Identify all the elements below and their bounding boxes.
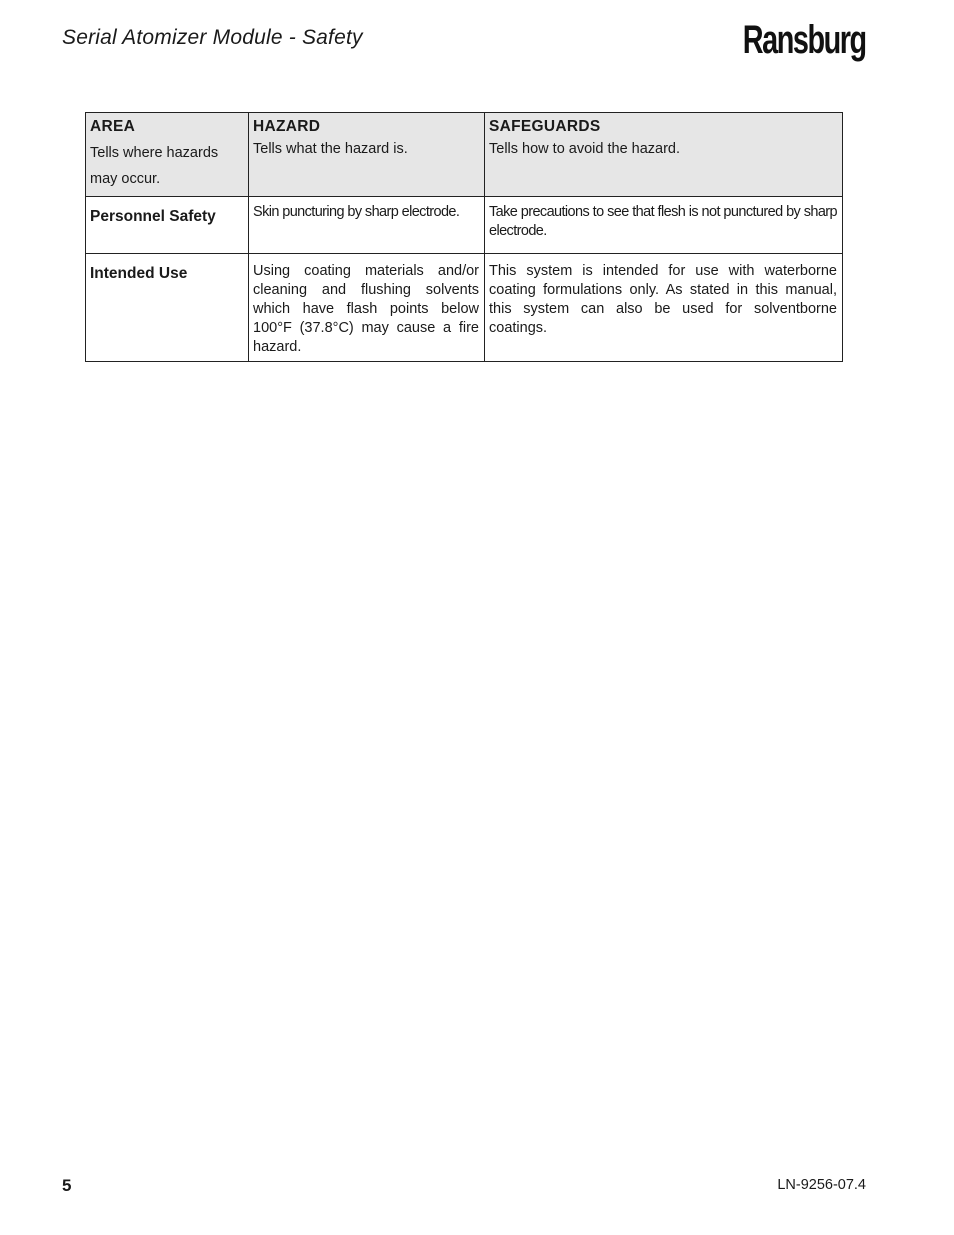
- safeguards-cell: [485, 254, 843, 362]
- area-label: Personnel Safety: [90, 208, 216, 225]
- column-heading-area: AREA: [90, 118, 136, 135]
- table-header-row: [86, 113, 843, 197]
- hazard-text: Using coating materials and/or cleaning and flushing solvents which have flash points below 100°F (37.8°C) may cause a fire hazard.: [253, 263, 479, 355]
- area-cell: [86, 197, 249, 254]
- column-heading-hazard: HAZARD: [253, 118, 321, 135]
- table-row: [86, 197, 843, 254]
- hazard-cell: [249, 254, 485, 362]
- safeguards-text: This system is intended for use with waterborne coating formulations only. As stated in this manual, this system can also be used for solventborne coatings.: [489, 263, 837, 336]
- column-heading-safeguards: SAFEGUARDS: [489, 118, 601, 135]
- header-cell-area: [86, 113, 249, 197]
- safety-table: [85, 112, 843, 362]
- area-label: Intended Use: [90, 265, 188, 282]
- header-cell-hazard: [249, 113, 485, 197]
- hazard-cell: [249, 197, 485, 254]
- column-description-area: Tells where hazards may occur.: [90, 145, 219, 187]
- safeguards-cell: [485, 197, 843, 254]
- hazard-text: Skin puncturing by sharp electrode.: [253, 204, 460, 220]
- document-number: LN-9256-07.4: [777, 1177, 866, 1193]
- header-cell-safeguards: [485, 113, 843, 197]
- column-description-hazard: Tells what the hazard is.: [253, 141, 408, 157]
- safeguards-text: Take precautions to see that flesh is not punctured by sharp electrode.: [489, 204, 837, 239]
- column-description-safeguards: Tells how to avoid the hazard.: [489, 141, 681, 157]
- table-row: [86, 254, 843, 362]
- area-cell: [86, 254, 249, 362]
- brand-logo: Ransburg: [743, 18, 866, 62]
- page-number: 5: [62, 1176, 72, 1195]
- page-title: Serial Atomizer Module - Safety: [62, 26, 363, 49]
